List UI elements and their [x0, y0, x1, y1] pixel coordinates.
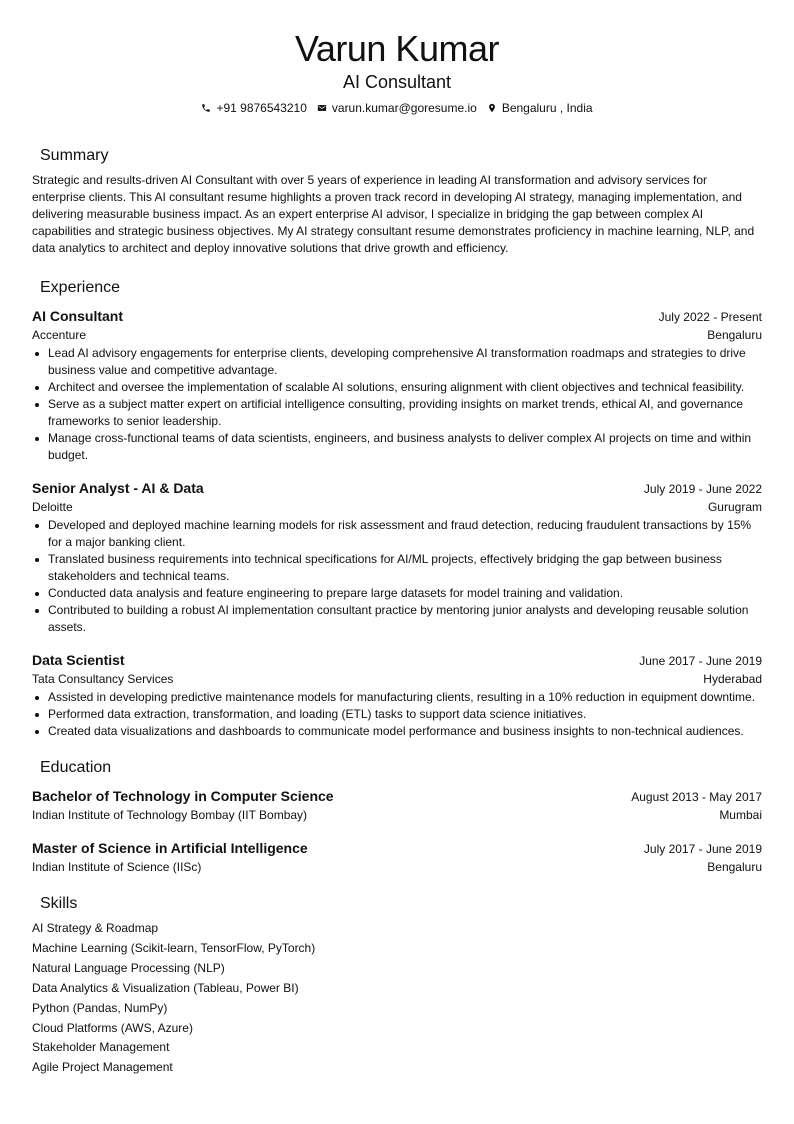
skill-item: Data Analytics & Visualization (Tableau, Power BI) [32, 980, 299, 995]
bullet-item: Created data visualizations and dashboards to communicate model performance and business insights to non-technical audiences. [32, 723, 762, 740]
job-company: Deloitte [32, 500, 73, 514]
job-date: July 2022 - Present [658, 310, 762, 324]
bullet-item: Contributed to building a robust AI implementation consultant practice by mentoring junior analysts and developing reusable solution assets. [32, 602, 762, 636]
job-company: Accenture [32, 328, 87, 342]
education-section [32, 758, 762, 876]
school-location: Bengaluru [707, 860, 762, 874]
skills-section [32, 894, 762, 1078]
job-company: Tata Consultancy Services [32, 672, 174, 686]
bullet-item: Lead AI advisory engagements for enterprise clients, developing comprehensive AI transformation roadmaps and strategies to drive business value and competitive advantage. [32, 345, 762, 379]
bullet-item: Serve as a subject matter expert on artificial intelligence consulting, providing insights on market trends, ethical AI, and governance frameworks to senior leadership. [32, 396, 762, 430]
skills-list [32, 919, 762, 1078]
skill-item: Python (Pandas, NumPy) [32, 1000, 168, 1015]
job-bullets [32, 689, 762, 740]
contact-phone [201, 101, 306, 115]
summary-section [32, 146, 762, 257]
education-date: August 2013 - May 2017 [631, 790, 762, 804]
job-location: Gurugram [707, 500, 762, 514]
job-date: July 2019 - June 2022 [643, 482, 762, 496]
section-title-education: Education [40, 759, 112, 776]
degree-title: Master of Science in Artificial Intelligence [32, 840, 308, 856]
section-title-skills: Skills [40, 895, 78, 912]
job-location: Bengaluru [707, 328, 762, 342]
candidate-name: Varun Kumar [295, 28, 499, 69]
job-title: Senior Analyst - AI & Data [32, 480, 204, 496]
skill-item: Agile Project Management [32, 1060, 173, 1075]
email-icon [317, 103, 327, 113]
resume-header [32, 0, 762, 115]
school-name: Indian Institute of Technology Bombay (IIT Bombay) [32, 808, 308, 822]
bullet-item: Manage cross-functional teams of data scientists, engineers, and business analysts to deliver complex AI projects on time and within budget. [32, 430, 762, 464]
skill-item: Machine Learning (Scikit-learn, TensorFlow, PyTorch) [32, 940, 316, 955]
bullet-item: Conducted data analysis and feature engineering to prepare large datasets for model training and validation. [32, 585, 762, 602]
education-date: July 2017 - June 2019 [643, 842, 762, 856]
education-entry [32, 787, 762, 824]
job-date: June 2017 - June 2019 [639, 654, 762, 668]
skill-item: AI Strategy & Roadmap [32, 921, 159, 935]
job-location: Hyderabad [703, 672, 762, 686]
location-pin-icon [487, 103, 497, 113]
bullet-item: Architect and oversee the implementation of scalable AI solutions, ensuring alignment with client objectives and technical feasibility. [32, 379, 762, 396]
email-address: varun.kumar@goresume.io [331, 101, 477, 115]
contact-location [487, 101, 593, 115]
education-entry [32, 839, 762, 876]
location-text: Bengaluru , India [501, 101, 593, 115]
school-location: Mumbai [719, 808, 762, 822]
bullet-item: Developed and deployed machine learning models for risk assessment and fraud detection, reducing fraudulent transactions by 15% for a major banking client. [32, 517, 762, 551]
candidate-role: AI Consultant [342, 72, 452, 92]
summary-text: Strategic and results-driven AI Consultant with over 5 years of experience in leading AI transformation and advisory services for enterprise clients. This AI consultant resume highlights a proven track record in developing AI strategy, managing implementation, and delivering measurable business impact. As an expert enterprise AI advisor, I specialize in bridging the gap between complex AI capabilities and strategic business objectives. My AI strategy consultant resume demonstrates proficiency in machine learning, NLP, and data analytics to architect and deploy innovative solutions that drive growth and efficiency. [32, 173, 755, 255]
contact-bar [32, 101, 762, 115]
job-bullets [32, 517, 762, 636]
school-name: Indian Institute of Science (IISc) [32, 860, 202, 874]
skill-item: Cloud Platforms (AWS, Azure) [32, 1020, 193, 1035]
phone-number: +91 9876543210 [216, 101, 307, 115]
skill-item: Natural Language Processing (NLP) [32, 960, 225, 975]
job-title: Data Scientist [32, 652, 125, 668]
bullet-item: Performed data extraction, transformation, and loading (ETL) tasks to support data science initiatives. [32, 706, 762, 723]
bullet-item: Assisted in developing predictive maintenance models for manufacturing clients, resulting in a 10% reduction in equipment downtime. [32, 689, 762, 706]
skill-item: Stakeholder Management [32, 1040, 170, 1055]
job-entry [32, 479, 762, 636]
phone-icon [201, 103, 211, 113]
experience-section [32, 278, 762, 740]
job-entry [32, 307, 762, 464]
bullet-item: Translated business requirements into technical specifications for AI/ML projects, effectively bridging the gap between business stakeholders and technical teams. [32, 551, 762, 585]
job-entry [32, 651, 762, 740]
job-bullets [32, 345, 762, 464]
section-title-summary: Summary [40, 147, 109, 164]
job-title: AI Consultant [32, 308, 123, 324]
section-title-experience: Experience [40, 279, 121, 296]
degree-title: Bachelor of Technology in Computer Science [32, 788, 334, 804]
contact-email [317, 101, 477, 115]
